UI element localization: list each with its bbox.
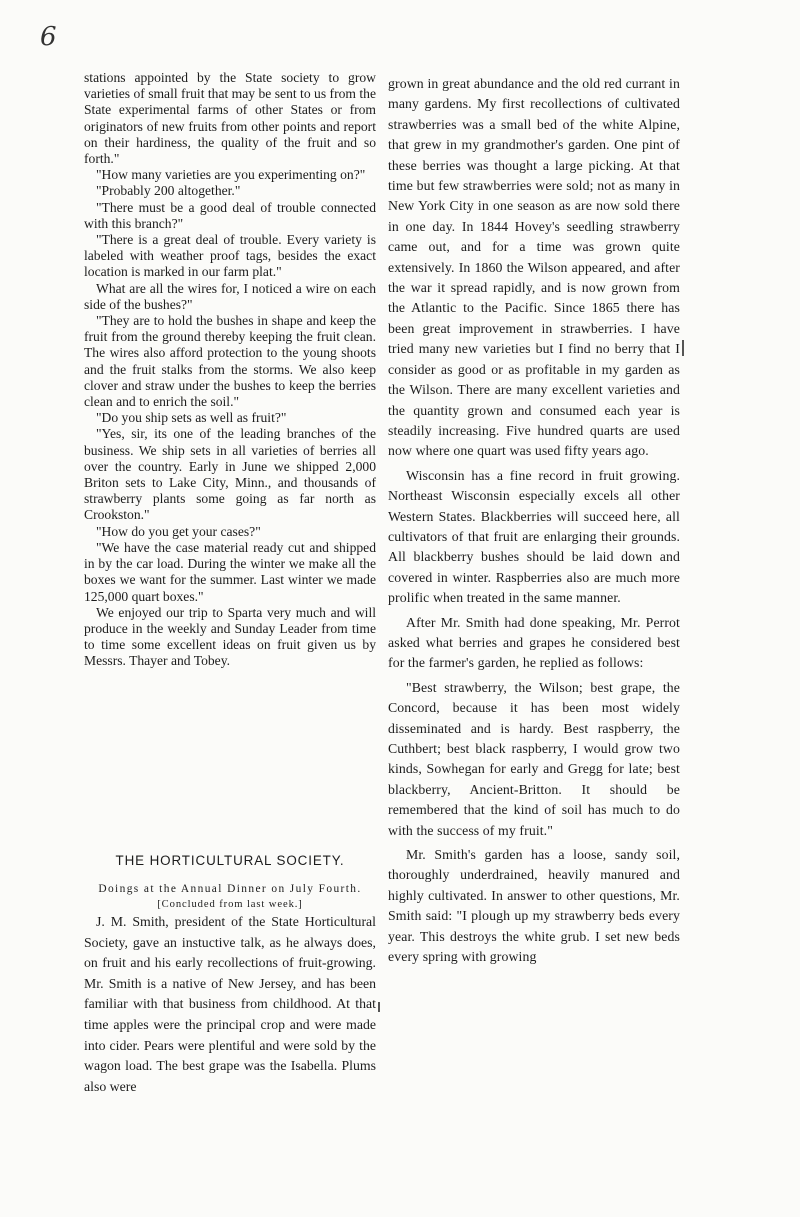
print-blemish	[378, 1002, 380, 1012]
left-paragraph: "We have the case material ready cut and shipped in by the car load. During the winter we make all the boxes we want for the summer. Last winter we made 125,000 quart boxes."	[84, 539, 376, 604]
left-paragraph: "How many varieties are you experimenting on?"	[96, 167, 366, 183]
left-paragraph: What are all the wires for, I noticed a wire on each side of the bushes?"	[84, 280, 376, 312]
left-paragraph: "Do you ship sets as well as fruit?"	[96, 410, 287, 426]
left-paragraph: "There must be a good deal of trouble connected with this branch?"	[84, 199, 376, 231]
article-subtitle: Doings at the Annual Dinner on July Fourth.	[98, 883, 362, 895]
left-paragraph: "There is a great deal of trouble. Every variety is labeled with weather proof tags, besides the exact location is marked in our farm plat."	[84, 232, 376, 280]
page-number: 6	[40, 22, 57, 52]
left-column	[84, 70, 376, 670]
article-body: J. M. Smith, president of the State Horticultural Society, gave an instuctive talk, as he always does, on fruit and his early recollections of fruit-growing. Mr. Smith is a native of New Jersey, and has been familiar with that business from childhood. At that time apples were the principal crop and were made into cider. Pears were plentiful and were sold by the wagon load. The best grape was the Isabella. Plums also were	[84, 914, 376, 1094]
article-title: THE HORTICULTURAL SOCIETY.	[115, 853, 345, 868]
print-blemish	[682, 340, 684, 356]
right-paragraph: After Mr. Smith had done speaking, Mr. Perrot asked what berries and grapes he considered best for the farmer's garden, he replied as follows:	[388, 614, 680, 671]
continuation-note: [Concluded from last week.]	[157, 899, 303, 910]
left-paragraph: We enjoyed our trip to Sparta very much and will produce in the weekly and Sunday Leader from time to time some excellent ideas on fruit given us by Messrs. Thayer and Tobey.	[84, 604, 376, 669]
left-paragraph: "Yes, sir, its one of the leading branches of the business. We ship sets in all varieties of berries all over the country. Early in June we shipped 2,000 Briton sets to Lake City, Minn., and thousands of strawberry plants some going as far north as Crookston."	[84, 426, 376, 523]
right-paragraph: grown in great abundance and the old red currant in many gardens. My first recollections of cultivated strawberries was a small bed of the white Alpine, that grew in my grandmother's garden. One pint of these berries was thought a large picking. At that time but few strawberries were sold; not as many in New York City in one season as are now sold there in one day. In 1844 Hovey's seedling strawberry came out, and for a time was grown quite extensively. In 1860 the Wilson appeared, and after the war it spread rapidly, and is now grown from the Atlantic to the Pacific. Since 1865 there has been great improvement in strawberries. I have tried many new varieties but I find no berry that I consider as good or as profitable in my garden as the Wilson. There are many excellent varieties and the quantity grown and consumed each year is steadily increasing. Five hundred quarts are used now where one quart was used fifty years ago.	[388, 76, 680, 459]
left-paragraph: stations appointed by the State society to grow varieties of small fruit that may be sent to us from the State experimental farms of other States or from originators of new fruits from other points and report on their hardiness, the quality of the fruit and so forth."	[84, 70, 376, 167]
right-paragraph: Wisconsin has a fine record in fruit growing. Northeast Wisconsin especially excels all other Western States. Blackberries will succeed here, all cultivators of that fruit are enlarging their grounds. All blackberry bushes should be laid down and covered in winter. Raspberries also are much more prolific when treated in the same manner.	[388, 467, 680, 606]
right-paragraph: "Best strawberry, the Wilson; best grape, the Concord, because it has been most widely disseminated and is hardy. Best raspberry, the Cuthbert; best black raspberry, I would grow two kinds, Sowhegan for early and Gregg for late; best blackberry, Ancient-Britton. It should be remembered that the kind of soil has much to do with the success of my fruit."	[388, 679, 680, 838]
left-paragraph: "How do you get your cases?"	[96, 523, 261, 539]
right-paragraph: Mr. Smith's garden has a loose, sandy soil, thoroughly underdrained, heavily manured and highly cultivated. In answer to other questions, Mr. Smith said: "I plough up my strawberry beds every year. This destroys the white grub. I set new beds every spring with growing	[388, 847, 680, 965]
left-paragraph: "They are to hold the bushes in shape and keep the fruit from the ground thereby keeping the fruit clean. The wires also afford protection to the young shoots and the fruit stalks from the storms. We also keep clover and straw under the bushes to keep the berries clean and to enrich the soil."	[84, 313, 376, 410]
horticultural-society-article	[84, 853, 376, 1097]
right-column	[388, 74, 680, 971]
left-paragraph: "Probably 200 altogether."	[96, 183, 241, 199]
